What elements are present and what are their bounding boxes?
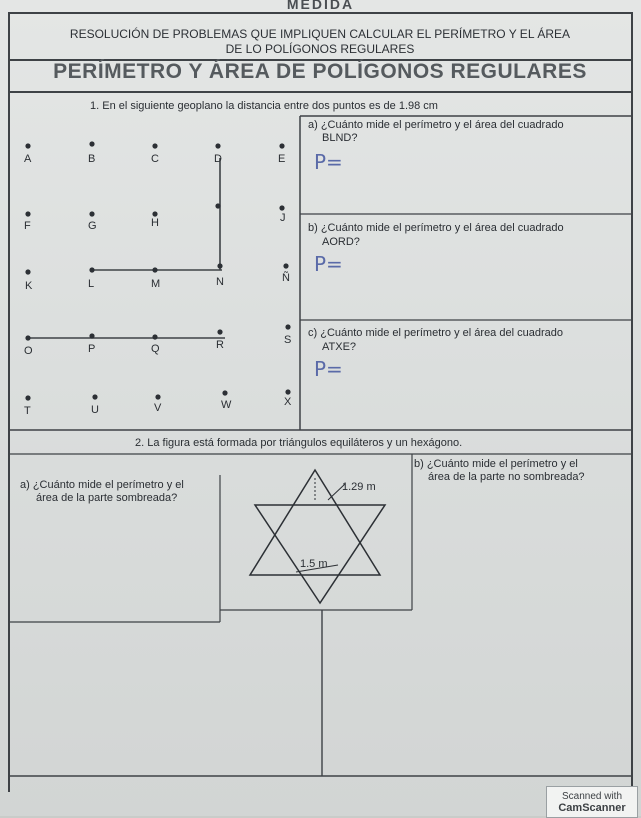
question-2a-line1: a) ¿Cuánto mide el perímetro y el xyxy=(20,479,184,491)
question-1a-line1: a) ¿Cuánto mide el perímetro y el área del cuadrado xyxy=(308,119,564,131)
measure-side-label: 1.5 m xyxy=(300,558,328,570)
question-1b-line1: b) ¿Cuánto mide el perímetro y el área del cuadrado xyxy=(308,222,564,234)
point-label-x: X xyxy=(284,396,292,408)
question-2b-line1: b) ¿Cuánto mide el perímetro y el xyxy=(414,458,578,470)
point-label-a: A xyxy=(24,153,32,165)
subtitle-line1: RESOLUCIÓN DE PROBLEMAS QUE IMPLIQUEN CALCULAR EL PERÍMETRO Y EL ÁREA xyxy=(69,27,571,41)
point-label-j: J xyxy=(280,212,286,224)
subtitle-line2: DE LO POLÍGONOS REGULARES xyxy=(225,42,415,56)
point-label-o: O xyxy=(24,345,33,357)
point-label-k: K xyxy=(25,280,33,292)
point-label-q: Q xyxy=(151,343,160,355)
point-label-w: W xyxy=(221,399,232,411)
point-label-v: V xyxy=(154,402,162,414)
point-label-enye: Ñ xyxy=(282,272,290,284)
point-label-h: H xyxy=(151,217,159,229)
measure-top-label: 1.29 m xyxy=(342,481,376,493)
page-title: PERÍMETRO Y ÁREA DE POLÍGONOS REGULARES xyxy=(53,60,587,83)
question-2b-line2: área de la parte no sombreada? xyxy=(428,471,585,483)
point-label-t: T xyxy=(24,405,31,417)
question-2a-line2: área de la parte sombreada? xyxy=(36,492,178,504)
point-label-r: R xyxy=(216,339,224,351)
point-label-p: P xyxy=(88,343,96,355)
question-1c-line1: c) ¿Cuánto mide el perímetro y el área del cuadrado xyxy=(308,327,563,339)
point-label-l: L xyxy=(88,278,95,290)
point-label-s: S xyxy=(284,334,292,346)
point-label-c: C xyxy=(151,153,159,165)
point-label-m: M xyxy=(151,278,161,290)
question-1c-line2: ATXE? xyxy=(322,341,357,353)
point-label-d: D xyxy=(214,153,222,165)
scanner-watermark xyxy=(546,786,638,818)
point-label-u: U xyxy=(91,404,99,416)
answer-1c: P= xyxy=(314,357,343,381)
section-heading: MEDIDA xyxy=(286,0,355,12)
watermark-line2: CamScanner xyxy=(558,802,626,814)
answer-1a: P= xyxy=(314,150,343,174)
problem1-statement: 1. En el siguiente geoplano la distancia entre dos puntos es de 1.98 cm xyxy=(90,100,438,112)
problem2-statement: 2. La figura está formada por triángulos equiláteros y un hexágono. xyxy=(135,437,463,449)
question-1b-line2: AORD? xyxy=(322,236,360,248)
point-label-b: B xyxy=(88,153,96,165)
point-label-f: F xyxy=(24,220,31,232)
question-1a-line2: BLND? xyxy=(322,132,358,144)
watermark-line1: Scanned with xyxy=(561,791,623,802)
point-label-g: G xyxy=(88,220,97,232)
point-label-n: N xyxy=(216,276,224,288)
point-label-e: E xyxy=(278,153,286,165)
answer-1b: P= xyxy=(314,252,343,276)
